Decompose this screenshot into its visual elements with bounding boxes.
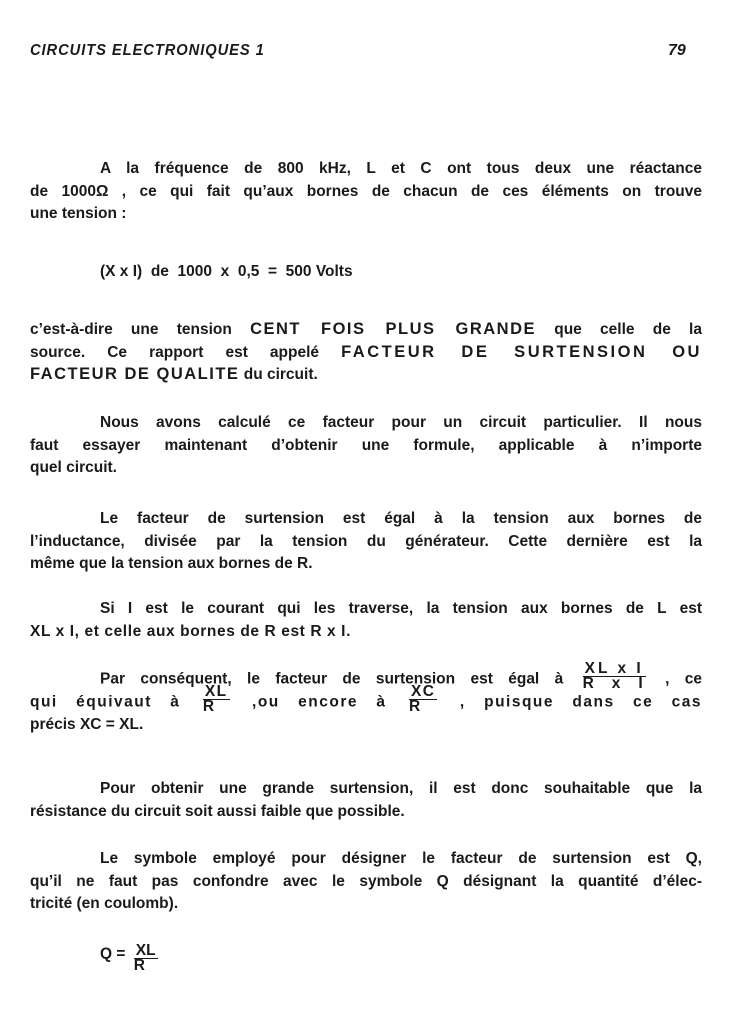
fraction-numerator: XL <box>135 942 156 959</box>
text-line: qu’il ne faut pas confondre avec le symbole Q désignant la quantité d’élec- <box>30 872 702 890</box>
paragraph-current <box>30 598 702 643</box>
paragraph-consequence <box>30 660 702 736</box>
paragraph-formula-intro <box>30 412 702 480</box>
paragraph-low-resistance <box>30 778 702 823</box>
emphasis-text: FACTEUR DE SURTENSION OU <box>341 342 702 361</box>
text-line <box>30 363 702 386</box>
paragraph-reactance <box>30 158 702 226</box>
fraction-denominator: R <box>133 957 145 974</box>
fraction-numerator: XL x I <box>584 660 644 677</box>
text-span: Par conséquent, le facteur de surtension est égal à <box>100 670 564 688</box>
text-line: A la fréquence de 800 kHz, L et C ont tous deux une réactance <box>100 160 702 177</box>
fraction-denominator: R x I <box>582 675 646 692</box>
fraction-numerator: XL <box>204 682 228 700</box>
fraction-denominator: R <box>408 697 422 715</box>
text-span: c’est-à-dire une tension <box>30 321 251 338</box>
text-line: résistance du circuit soit aussi faible que possible. <box>30 802 405 820</box>
text-span: que celle de la <box>536 321 702 338</box>
text-line: même que la tension aux bornes de R. <box>30 555 313 572</box>
fraction-xl-i-over-r-i <box>583 662 646 691</box>
paragraph-definition <box>30 508 702 576</box>
text-span: , puisque dans ce cas <box>459 693 702 711</box>
text-span: ,ou encore à <box>252 693 387 711</box>
text-line: Nous avons calculé ce facteur pour un circuit particulier. Il nous <box>100 414 702 431</box>
emphasis-text: CENT FOIS PLUS GRANDE <box>250 320 537 338</box>
text-line: Si I est le courant qui les traverse, la tension aux bornes de L est <box>100 600 702 617</box>
text-span: , ce <box>665 670 702 688</box>
running-title: CIRCUITS ELECTRONIQUES 1 <box>30 42 265 59</box>
formula-voltage: (X x I) de 1000 x 0,5 = 500 Volts <box>100 263 353 280</box>
fraction-xl-over-r <box>134 944 158 973</box>
text-line: précis XC = XL. <box>30 715 144 733</box>
fraction-denominator: R <box>202 697 216 715</box>
text-line: XL x I, et celle aux bornes de R est R x I. <box>30 622 351 640</box>
text-line <box>30 341 702 364</box>
text-line <box>30 318 702 341</box>
text-line: l’inductance, divisée par la tension du générateur. Cette dernière est la <box>30 532 702 550</box>
text-line: Le symbole employé pour désigner le facteur de surtension est Q, <box>100 850 702 867</box>
formula-q-factor <box>30 940 739 974</box>
fraction-numerator: XC <box>410 682 436 700</box>
paragraph-surtension-definition <box>30 318 702 386</box>
text-line: faut essayer maintenant d’obtenir une formule, applicable à n’importe <box>30 436 702 454</box>
text-line: de 1000Ω , ce qui fait qu’aux bornes de chacun de ces éléments on trouve <box>30 182 702 200</box>
paragraph-symbol-q <box>30 848 702 916</box>
fraction-xc-over-r <box>408 682 438 715</box>
page-number: 79 <box>668 42 686 59</box>
text-line: quel circuit. <box>30 459 117 476</box>
emphasis-text: FACTEUR DE QUALITE <box>30 365 240 383</box>
text-span: source. Ce rapport est appelé <box>30 343 342 361</box>
text-line: Pour obtenir une grande surtension, il est donc souhaitable que la <box>100 780 702 797</box>
text-span: qui équivaut à <box>30 693 181 711</box>
text-line: une tension : <box>30 205 127 222</box>
text-span: du circuit. <box>239 366 318 383</box>
text-line: tricité (en coulomb). <box>30 895 179 912</box>
fraction-xl-over-r <box>202 682 230 715</box>
formula-lhs: Q = <box>100 945 126 963</box>
text-line: Le facteur de surtension est égal à la tension aux bornes de <box>100 510 702 527</box>
